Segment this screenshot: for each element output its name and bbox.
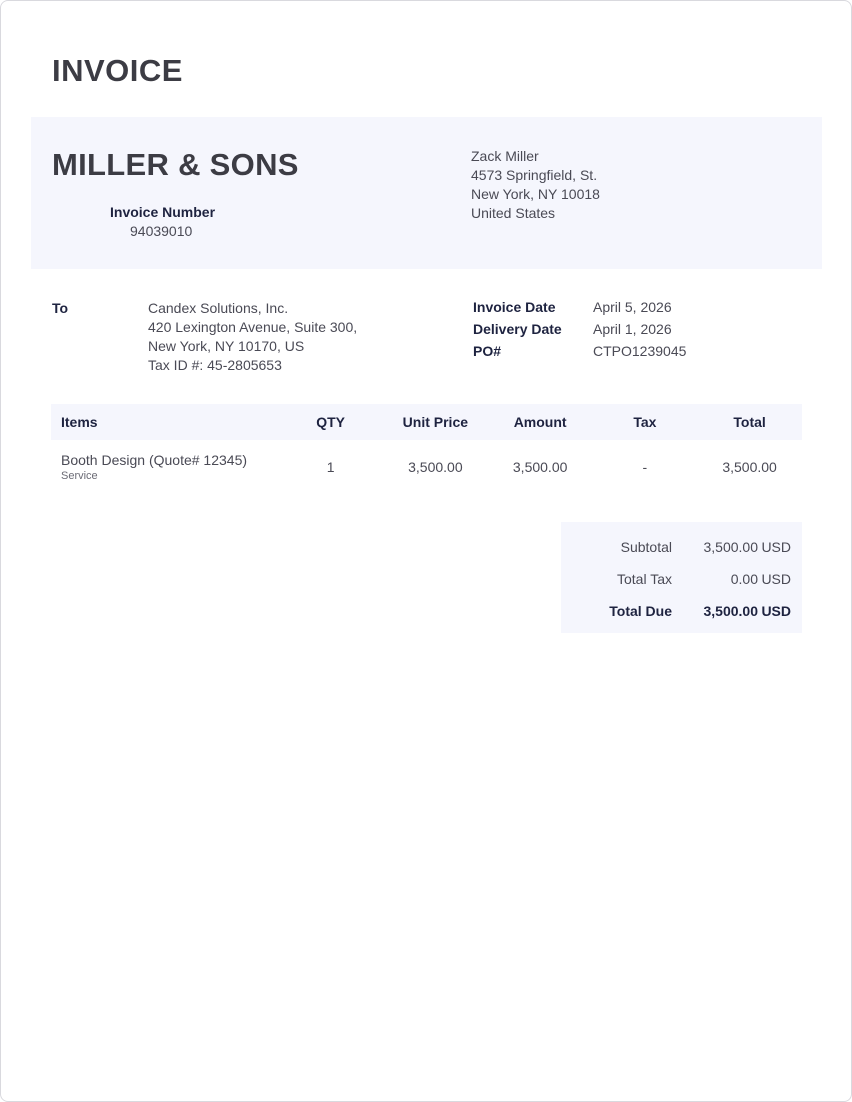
column-header-amount: Amount xyxy=(488,404,593,440)
recipient-tax-id: Tax ID #: 45-2805653 xyxy=(148,357,282,373)
total-tax-row xyxy=(561,571,802,591)
total-tax-value: 0.00 xyxy=(730,571,758,587)
column-header-items: Items xyxy=(51,404,278,440)
delivery-date-value: April 1, 2026 xyxy=(593,321,672,337)
po-label: PO# xyxy=(473,343,502,359)
total-due-currency: USD xyxy=(761,603,791,619)
sender-city: New York, NY 10018 xyxy=(471,186,600,202)
invoice-number-value: 94039010 xyxy=(130,223,193,239)
subtotal-label: Subtotal xyxy=(620,539,672,555)
recipient-city: New York, NY 10170, US xyxy=(148,338,305,354)
table-row xyxy=(51,440,802,494)
invoice-date-value: April 5, 2026 xyxy=(593,299,672,315)
sender-address xyxy=(471,147,600,223)
subtotal-currency: USD xyxy=(761,539,791,555)
document-title: INVOICE xyxy=(52,53,183,88)
totals-box xyxy=(561,522,802,633)
item-name: Booth Design (Quote# 12345) xyxy=(61,452,248,468)
sender-country: United States xyxy=(471,205,556,221)
sender-name: Zack Miller xyxy=(471,148,539,164)
item-tax: - xyxy=(642,459,648,475)
column-header-total: Total xyxy=(697,404,802,440)
items-table xyxy=(51,404,802,494)
sender-street: 4573 Springfield, St. xyxy=(471,167,598,183)
invoice-number-label: Invoice Number xyxy=(110,204,216,220)
column-header-qty: QTY xyxy=(278,404,383,440)
subtotal-row xyxy=(561,539,802,559)
total-tax-label: Total Tax xyxy=(617,571,672,587)
total-due-value: 3,500.00 xyxy=(703,603,758,619)
item-cell xyxy=(51,440,278,494)
total-due-row xyxy=(561,603,802,623)
invoice-date-label: Invoice Date xyxy=(473,299,556,315)
item-qty: 1 xyxy=(326,459,335,475)
recipient-label: To xyxy=(52,300,69,316)
total-tax-currency: USD xyxy=(761,571,791,587)
total-due-label: Total Due xyxy=(609,603,672,619)
company-name: MILLER & SONS xyxy=(52,147,299,182)
subtotal-value: 3,500.00 xyxy=(703,539,758,555)
recipient-street: 420 Lexington Avenue, Suite 300, xyxy=(148,319,358,335)
recipient-name: Candex Solutions, Inc. xyxy=(148,300,289,316)
delivery-date-label: Delivery Date xyxy=(473,321,562,337)
item-unit-price: 3,500.00 xyxy=(408,459,463,475)
items-table-header xyxy=(51,404,802,440)
item-total: 3,500.00 xyxy=(722,459,777,475)
po-value: CTPO1239045 xyxy=(593,343,687,359)
item-type: Service xyxy=(61,470,98,482)
item-amount: 3,500.00 xyxy=(512,459,568,475)
header-band xyxy=(31,117,822,269)
recipient-address xyxy=(148,299,357,375)
column-header-tax: Tax xyxy=(593,404,698,440)
column-header-unit-price: Unit Price xyxy=(383,404,488,440)
